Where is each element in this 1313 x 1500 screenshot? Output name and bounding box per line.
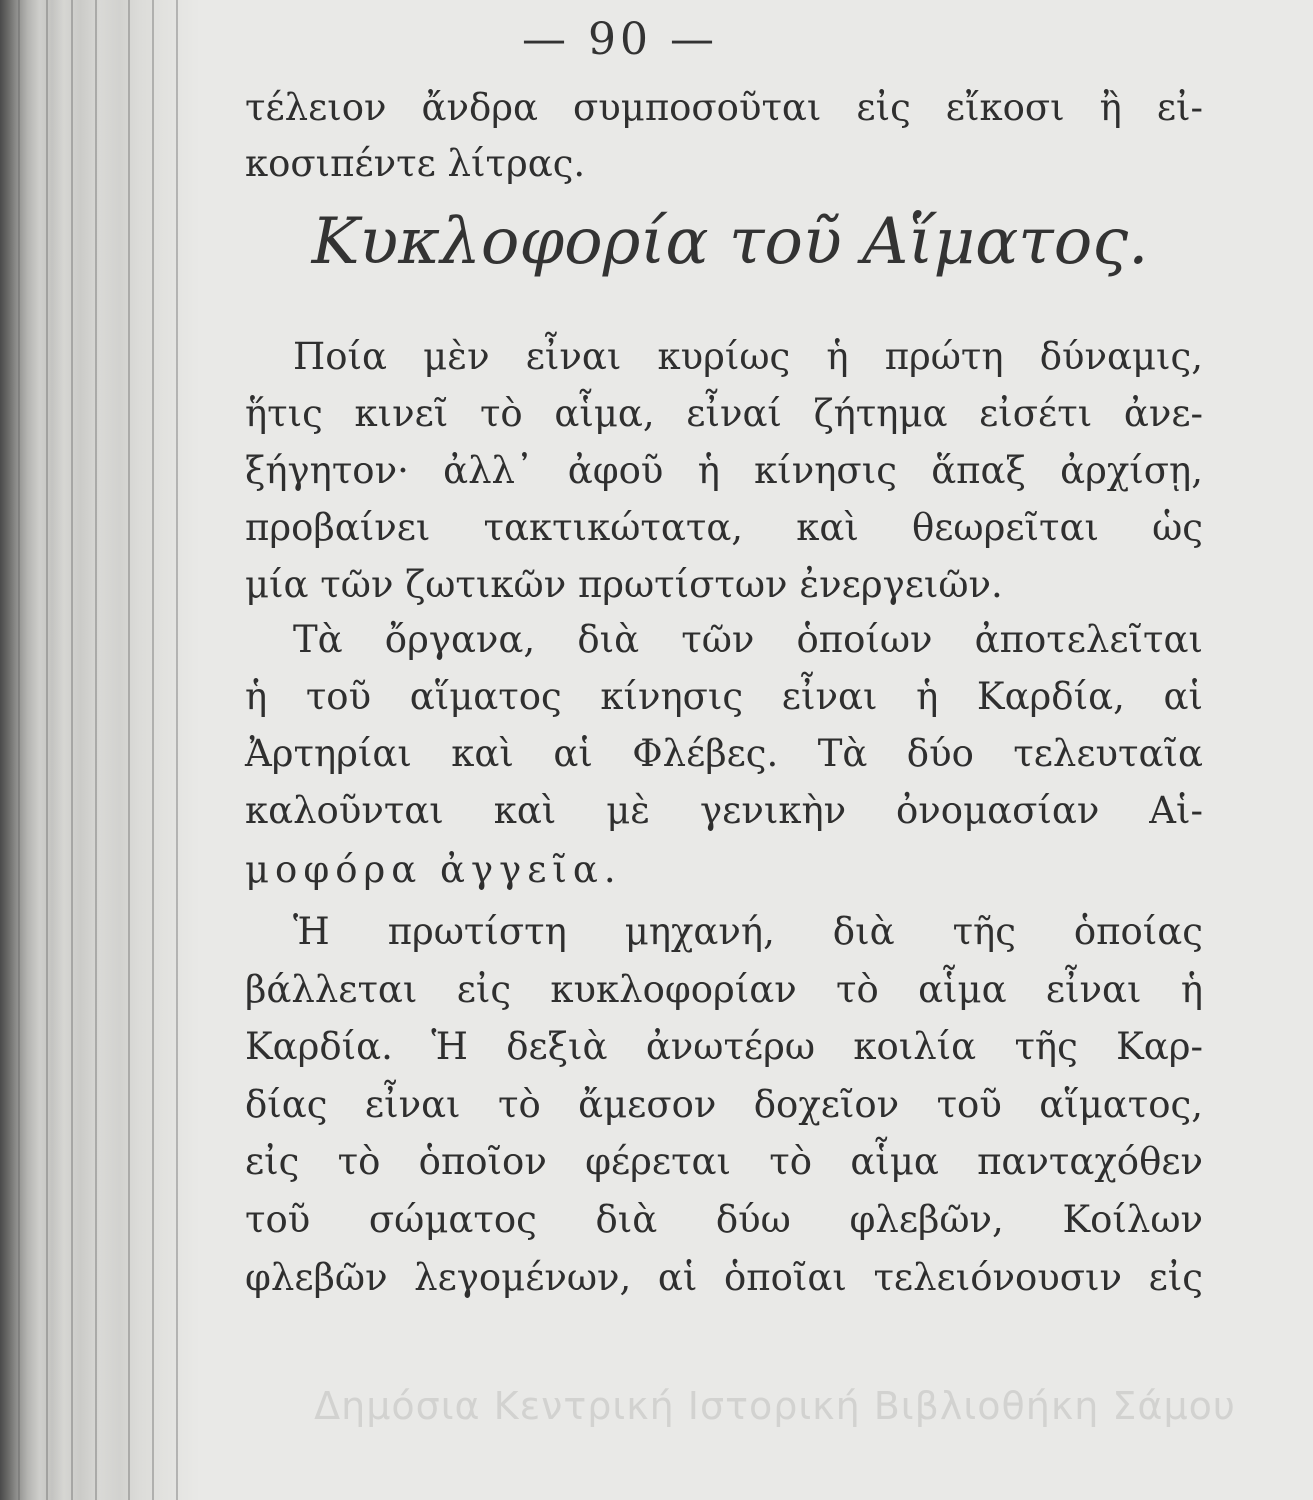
- text-line: Ἀρτηρίαι καὶ αἱ Φλέβες. Τὰ δύο τελευταῖα: [245, 732, 1203, 775]
- text-line: ἥτις κινεῖ τὸ αἷμα, εἶναί ζήτημα εἰσέτι ἀνε-: [245, 392, 1203, 435]
- text-line: φλεβῶν λεγομένων, αἱ ὁποῖαι τελειόνουσιν εἰς: [245, 1256, 1203, 1299]
- text-line: ἡ τοῦ αἵματος κίνησις εἶναι ἡ Καρδία, αἱ: [245, 675, 1203, 718]
- text-line: Καρδία. Ἡ δεξιὰ ἀνωτέρω κοιλία τῆς Καρ-: [245, 1025, 1203, 1068]
- text-line: βάλλεται εἰς κυκλοφορίαν τὸ αἷμα εἶναι ἡ: [245, 968, 1203, 1011]
- book-page-edges: [0, 0, 200, 1500]
- section-heading: Κυκλοφορία τοῦ Αἵματος.: [311, 205, 1149, 279]
- text-line: μία τῶν ζωτικῶν πρωτίστων ἐνεργειῶν.: [245, 563, 1003, 606]
- text-line: τοῦ σώματος διὰ δύω φλεβῶν, Κοίλων: [245, 1198, 1203, 1241]
- text-line: προβαίνει τακτικώτατα, καὶ θεωρεῖται ὡς: [245, 506, 1203, 549]
- text-line: κοσιπέντε λίτρας.: [245, 142, 586, 185]
- library-watermark: Δημόσια Κεντρική Ιστορική Βιβλιοθήκη Σάμου: [314, 1384, 1236, 1428]
- text-line: δίας εἶναι τὸ ἄμεσον δοχεῖον τοῦ αἵματος,: [245, 1083, 1203, 1126]
- text-line: Ποία μὲν εἶναι κυρίως ἡ πρώτη δύναμις,: [293, 335, 1203, 378]
- text-line: Ἡ πρωτίστη μηχανή, διὰ τῆς ὁποίας: [293, 910, 1203, 953]
- text-line: τέλειον ἄνδρα συμποσοῦται εἰς εἴκοσι ἢ εἰ-: [245, 86, 1203, 129]
- text-line: εἰς τὸ ὁποῖον φέρεται τὸ αἷμα πανταχόθεν: [245, 1140, 1203, 1183]
- text-line: Τὰ ὄργανα, διὰ τῶν ὁποίων ἀποτελεῖται: [293, 618, 1203, 661]
- text-line: ξήγητον· ἀλλ᾽ ἀφοῦ ἡ κίνησις ἅπαξ ἀρχίσῃ,: [245, 449, 1203, 492]
- text-line: μοφόρα ἀγγεῖα.: [245, 848, 622, 891]
- page-number: — 90 —: [522, 14, 718, 65]
- text-line: καλοῦνται καὶ μὲ γενικὴν ὀνομασίαν Αἱ-: [245, 789, 1203, 832]
